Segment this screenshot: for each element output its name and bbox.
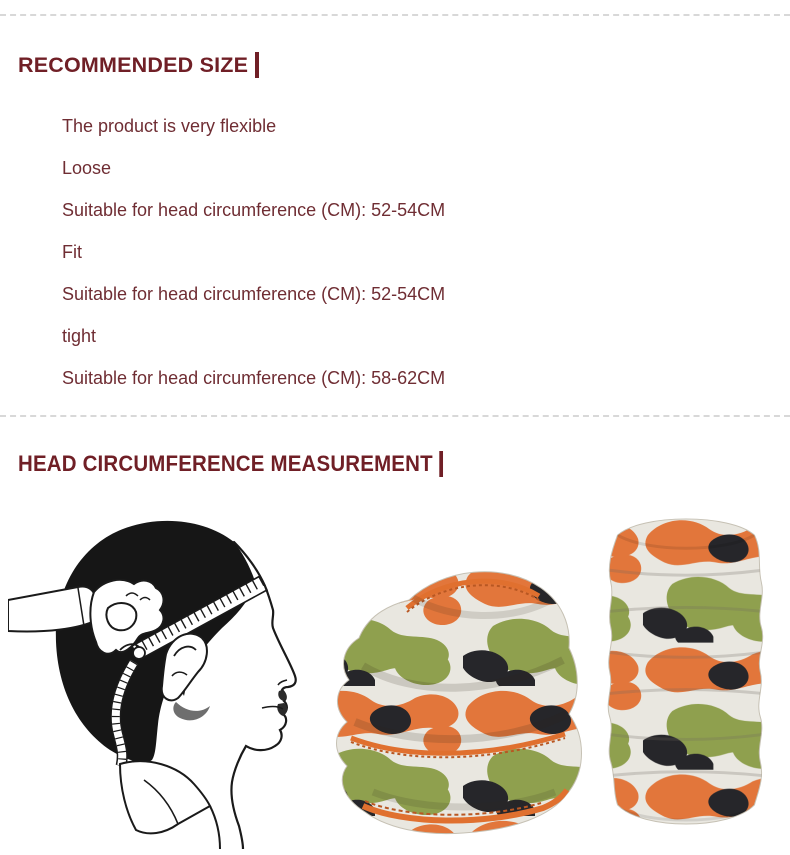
recommended-size-heading: [18, 52, 259, 78]
camo-gaiter-worn-illustration: [302, 556, 584, 836]
camo-tube-illustration: [598, 492, 774, 848]
size-info-line: tight: [62, 326, 97, 346]
recommended-size-heading-text: RECOMMENDED SIZE: [18, 52, 249, 77]
size-info-line: Suitable for head circumference (CM): 58-62CM: [62, 368, 446, 388]
dashed-divider-middle: [0, 415, 790, 417]
dashed-divider-top: [0, 14, 790, 16]
heading-accent-bar-icon: [255, 52, 259, 78]
size-info-line: Suitable for head circumference (CM): 52-54CM: [62, 284, 446, 304]
measurement-heading-text: HEAD CIRCUMFERENCE MEASUREMENT: [18, 451, 433, 476]
size-info-line: Suitable for head circumference (CM): 52-54CM: [62, 200, 446, 220]
size-info-line: The product is very flexible: [62, 116, 277, 136]
size-info-line: Loose: [62, 158, 112, 178]
size-info-line: Fit: [62, 242, 82, 262]
head-measurement-illustration: [8, 504, 303, 849]
size-info-list: [62, 116, 445, 389]
heading-accent-bar-icon: [439, 451, 443, 477]
measurement-heading: [18, 451, 443, 477]
